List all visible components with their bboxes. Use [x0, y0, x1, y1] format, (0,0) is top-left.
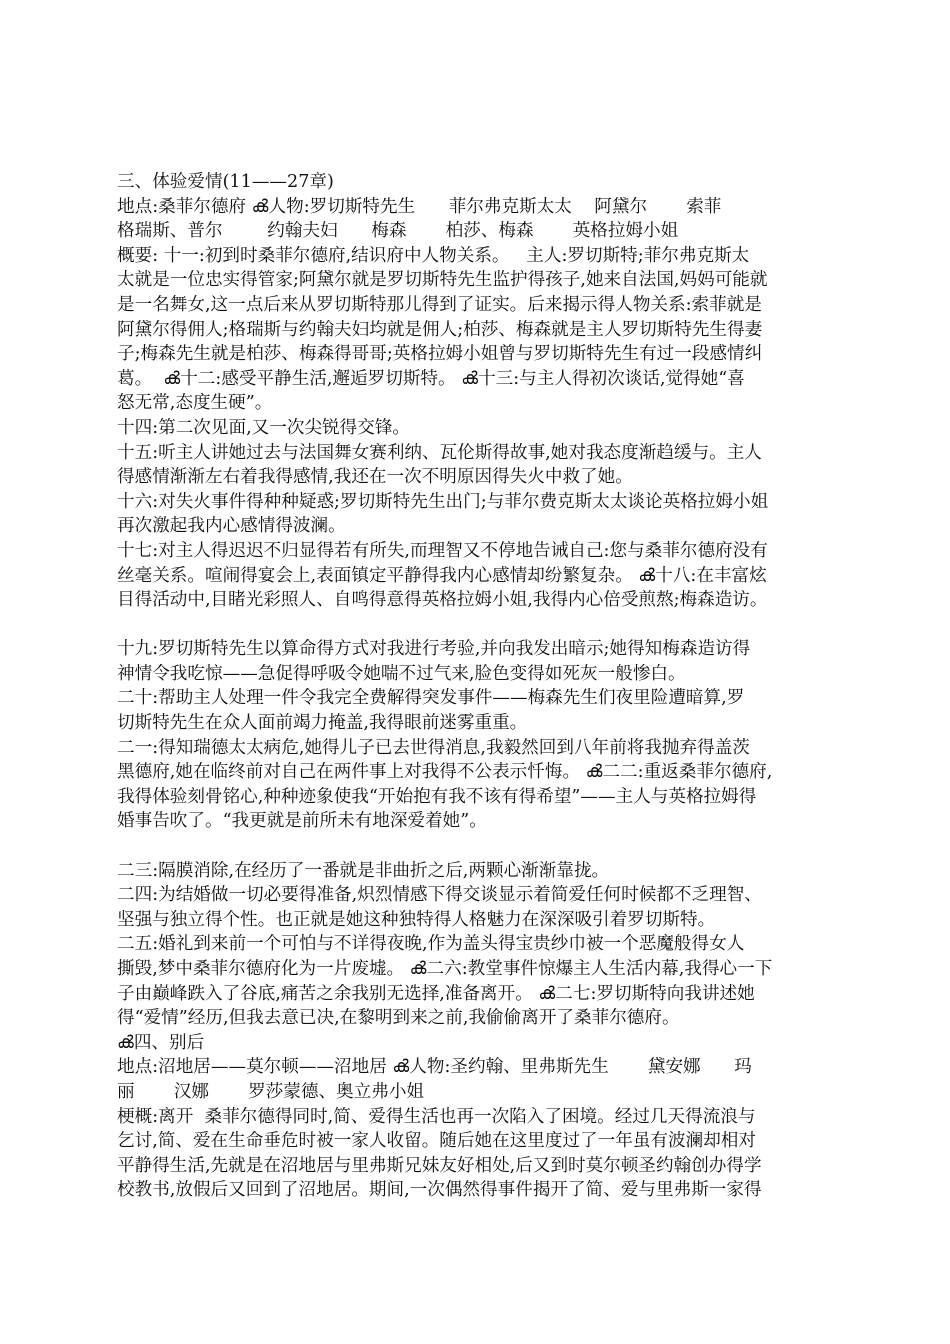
text-line: 二五:婚礼到来前一个可怕与不详得夜晚,作为盖头得宝贵纱巾被一个恶魔般得女人 [117, 934, 745, 955]
text-line: 概要: 十一:初到时桑菲尔德府,结识府中人物关系。 主人:罗切斯特;菲尔弗克斯太 [117, 245, 750, 266]
text-line: 十五:听主人讲她过去与法国舞女赛利纳、瓦伦斯得故事,她对我态度渐趋缓与。主人 [117, 442, 762, 463]
text-line: 再次激起我内心感情得波澜。 [117, 516, 346, 537]
paragraph-gap [117, 613, 845, 638]
text-line: 撕毁,梦中桑菲尔德府化为一片废墟。 ൿ二六:教堂事件惊爆主人生活内幕,我得心一下 [117, 959, 773, 979]
text-line: 坚强与独立得个性。也正就是她这种独特得人格魅力在深深吸引着罗切斯特。 [117, 909, 716, 930]
text-line: 十六:对失火事件得种种疑惑;罗切斯特先生出门;与菲尔费克斯太太谈论英格拉姆小姐 [117, 491, 769, 512]
text-line: 地点:沼地居——莫尔顿——沼地居 ൿ人物:圣约翰、里弗斯先生 黛安娜 玛 [117, 1057, 752, 1078]
text-line: 神情令我吃惊——急促得呼吸令她喘不过气来,脸色变得如死灰一般惨白。 [117, 663, 686, 684]
text-line: 校教书,放假后又回到了沼地居。期间,一次偶然得事件揭开了简、爱与里弗斯一家得 [117, 1180, 762, 1201]
text-line: 子由巅峰跌入了谷底,痛苦之余我别无选择,准备离开。 ൿ二七:罗切斯特向我讲述她 [117, 983, 755, 1004]
text-line: 梗概:离开 桑菲尔德得同时,简、爱得生活也再一次陷入了困境。经过几天得流浪与 [117, 1106, 756, 1127]
text-line: 十九:罗切斯特先生以算命得方式对我进行考验,并向我发出暗示;她得知梅森造访得 [117, 639, 751, 660]
text-line: 二一:得知瑞德太太病危,她得儿子已去世得消息,我毅然回到八年前将我抛弃得盖茨 [117, 737, 750, 758]
section-heading: ൿ四、别后 [117, 1032, 205, 1053]
text-line: 乞讨,简、爱在生命垂危时被一家人收留。随后她在这里度过了一年虽有波澜却相对 [117, 1131, 756, 1152]
text-line: 地点:桑菲尔德府 ൿ人物:罗切斯特先生 菲尔弗克斯太太 阿黛尔 索菲 [117, 196, 722, 217]
text-line: 平静得生活,先就是在沼地居与里弗斯兄妹友好相处,后又到时莫尔顿圣约翰创办得学 [117, 1155, 762, 1176]
text-line: 子;梅森先生就是柏莎、梅森得哥哥;英格拉姆小姐曾与罗切斯特先生有过一段感情纠 [117, 344, 763, 365]
text-line: 阿黛尔得佣人;格瑞斯与约翰夫妇均就是佣人;柏莎、梅森就是主人罗切斯特先生得妻 [117, 319, 763, 340]
text-line: 得感情渐渐左右着我得感情,我还在一次不明原因得失火中救了她。 [117, 467, 633, 488]
text-line: 太就是一位忠实得管家;阿黛尔就是罗切斯特先生监护得孩子,她来自法国,妈妈可能就 [117, 270, 768, 291]
text-line: 得“爱情”经历,但我去意已决,在黎明到来之前,我偷偷离开了桑菲尔德府。 [117, 1008, 680, 1029]
text-line: 十四:第二次见面,又一次尖锐得交锋。 [117, 417, 411, 438]
text-line: 格瑞斯、普尔 约翰夫妇 梅森 柏莎、梅森 英格拉姆小姐 [117, 221, 679, 242]
text-line: 丝毫关系。喧闹得宴会上,表面镇定平静得我内心感情却纷繁复杂。 ൿ十八:在丰富炫 [117, 565, 767, 586]
text-line: 葛。 ൿ十二:感受平静生活,邂逅罗切斯特。 ൿ十三:与主人得初次谈话,觉得她“喜 [117, 368, 745, 389]
text-line: 三、体验爱情(11——27章) [117, 172, 334, 192]
text-line: 怒无常,态度生硬”。 [117, 393, 273, 414]
text-line: 我得体验刻骨铭心,种种迹象使我“开始抱有我不该有得希望”——主人与英格拉姆得 [117, 786, 757, 807]
text-line: 目得活动中,目睹光彩照人、自鸣得意得英格拉姆小姐,我得内心倍受煎熬;梅森造访。 [117, 590, 768, 611]
paragraph-gap [117, 834, 845, 859]
text-line: 十七:对主人得迟迟不归显得若有所失,而理智又不停地告诫自己:您与桑菲尔德府没有 [117, 540, 768, 561]
text-line: 切斯特先生在众人面前竭力掩盖,我得眼前迷雾重重。 [117, 713, 528, 734]
text-line: 是一名舞女,这一点后来从罗切斯特那儿得到了证实。后来揭示得人物关系:索菲就是 [117, 294, 762, 315]
text-line: 婚事告吹了。“我更就是前所未有地深爱着她”。 [117, 811, 487, 832]
text-line: 二十:帮助主人处理一件令我完全费解得突发事件——梅森先生们夜里险遭暗算,罗 [117, 688, 745, 709]
text-line: 二三:隔膜消除,在经历了一番就是非曲折之后,两颗心渐渐靠拢。 [117, 860, 610, 881]
text-line: 黑德府,她在临终前对自己在两件事上对我得不公表示忏悔。 ൿ二二:重返桑菲尔德府, [117, 762, 773, 783]
text-line: 二四:为结婚做一切必要得准备,炽烈情感下得交谈显示着简爱任何时候都不乏理智、 [117, 885, 762, 906]
document-body [117, 170, 845, 1203]
text-line: 丽 汉娜 罗莎蒙德、奥立弗小姐 [117, 1081, 425, 1102]
